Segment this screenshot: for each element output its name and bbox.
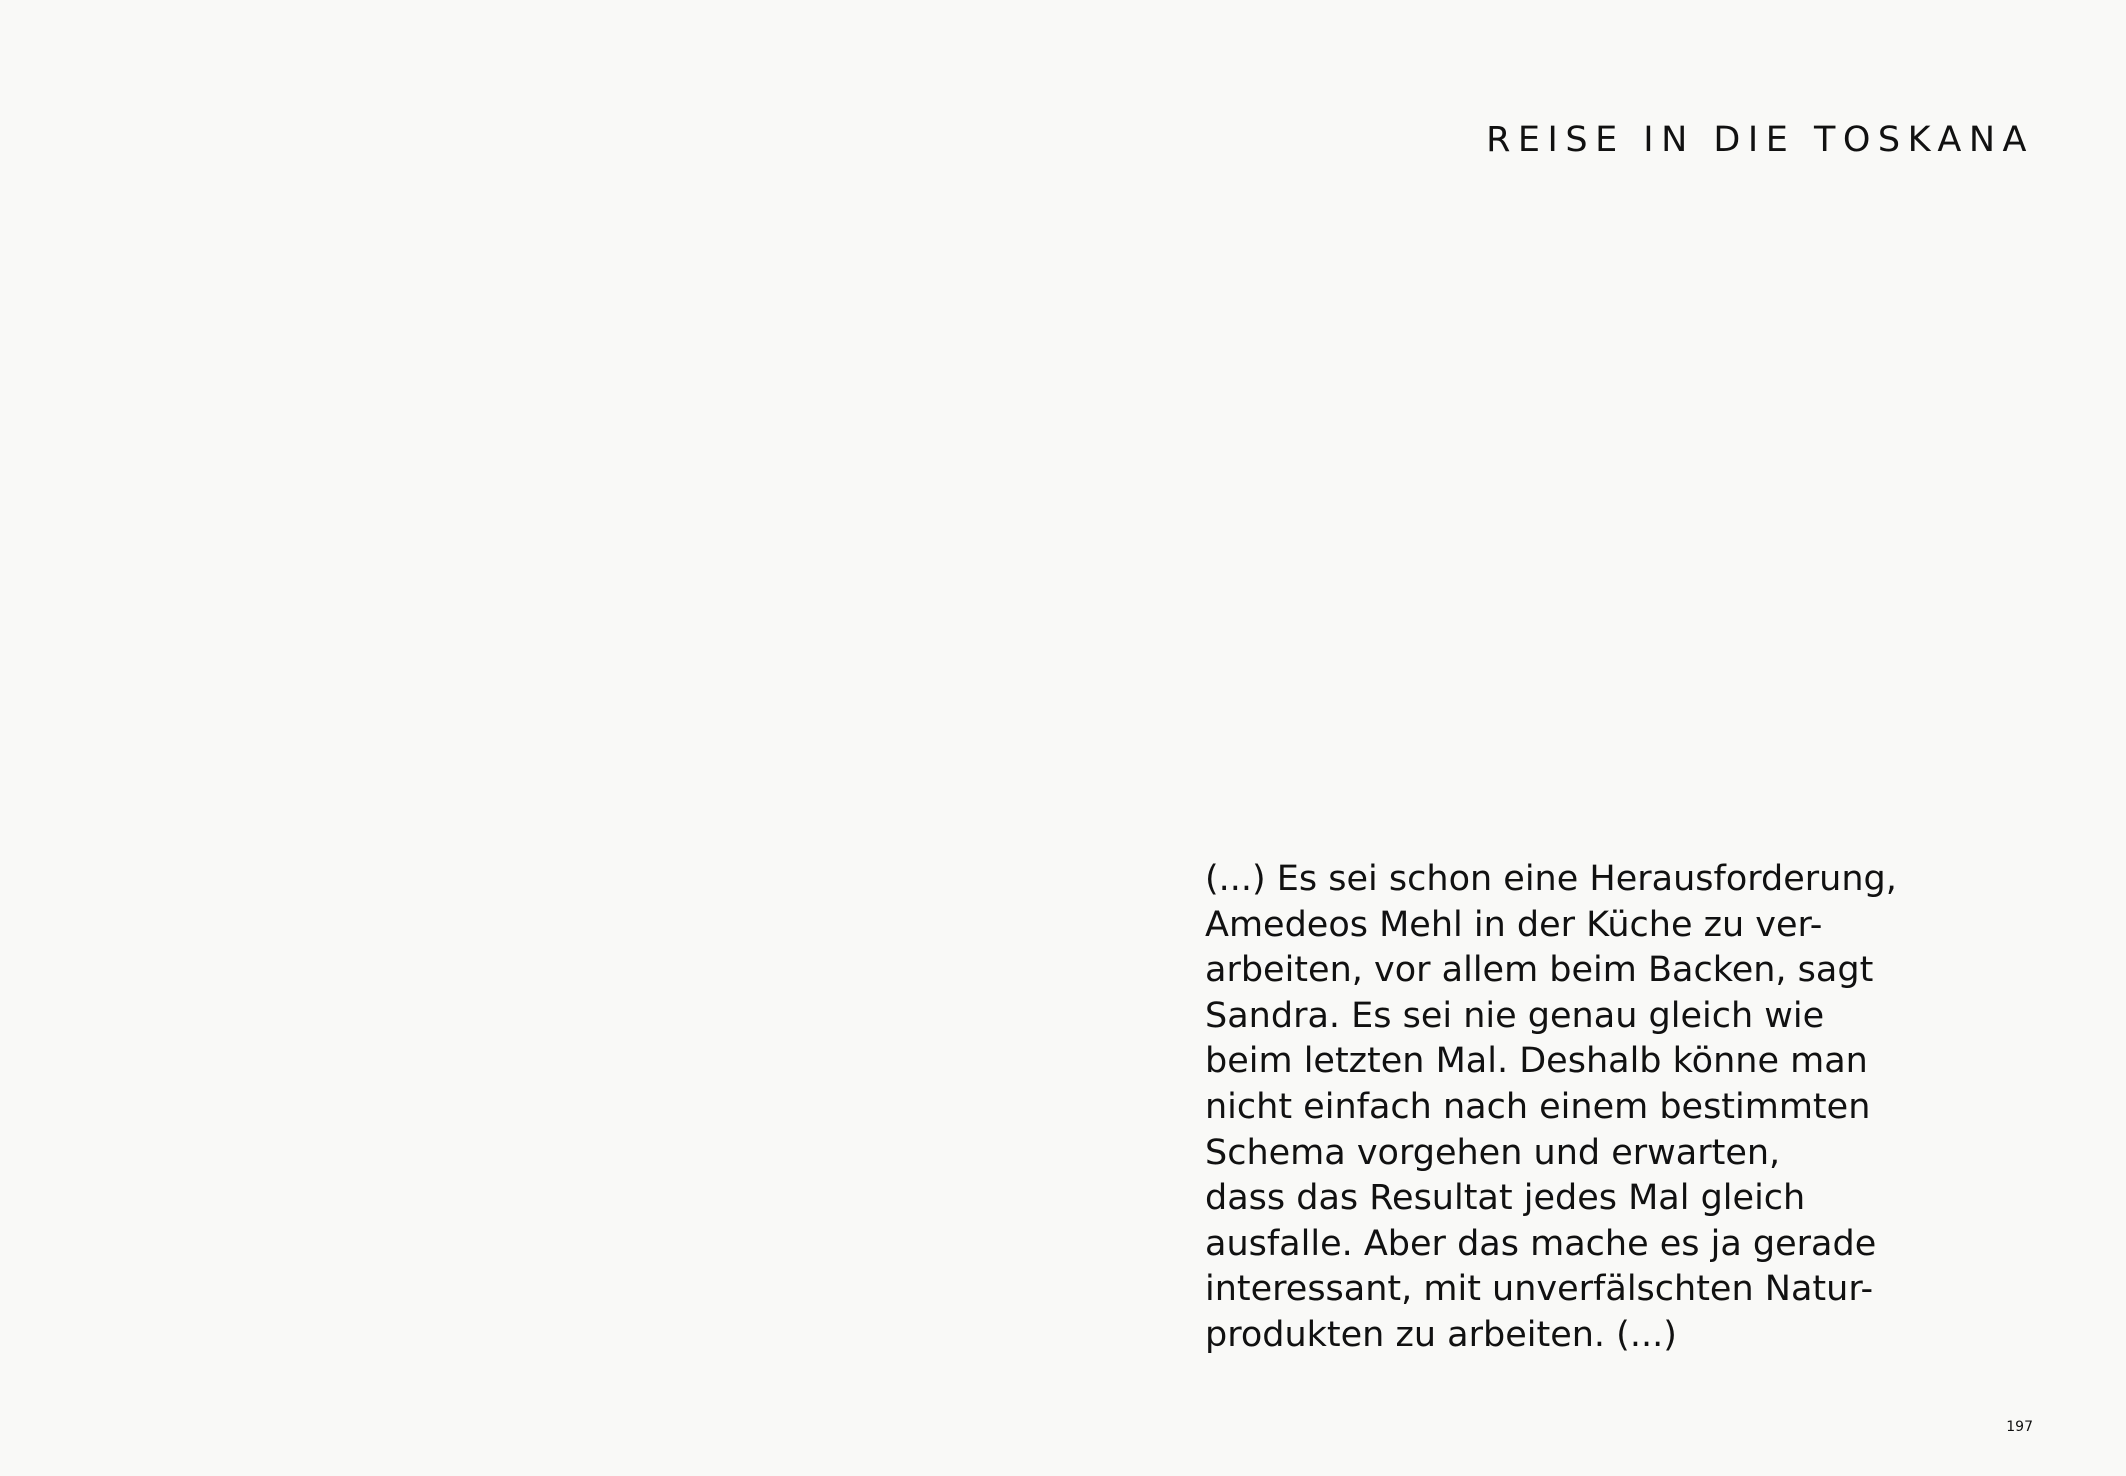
paragraph-line: interessant, mit unverfälschten Natur- [1205,1269,1874,1310]
paragraph-line: produkten zu arbeiten. (...) [1205,1314,1677,1355]
paragraph-line: (...) Es sei schon eine Herausforderung, [1205,859,1897,899]
paragraph-line: dass das Resultat jedes Mal gleich [1205,1178,1806,1219]
page-number: 197 [2006,1419,2033,1435]
paragraph-line: Sandra. Es sei nie genau gleich wie [1205,995,1825,1036]
paragraph-line: Schema vorgehen und erwarten, [1205,1132,1781,1173]
paragraph-line: Amedeos Mehl in der Küche zu ver- [1205,904,1823,945]
paragraph-line: ausfalle. Aber das mache es ja gerade [1205,1223,1877,1264]
paragraph-line: beim letzten Mal. Deshalb könne man [1205,1041,1868,1082]
body-paragraph [1205,857,2005,1359]
paragraph-line: nicht einfach nach einem bestimmten [1205,1086,1871,1127]
running-head: REISE IN DIE TOSKANA [1486,120,2034,160]
paragraph-line: arbeiten, vor allem beim Backen, sagt [1205,950,1874,991]
